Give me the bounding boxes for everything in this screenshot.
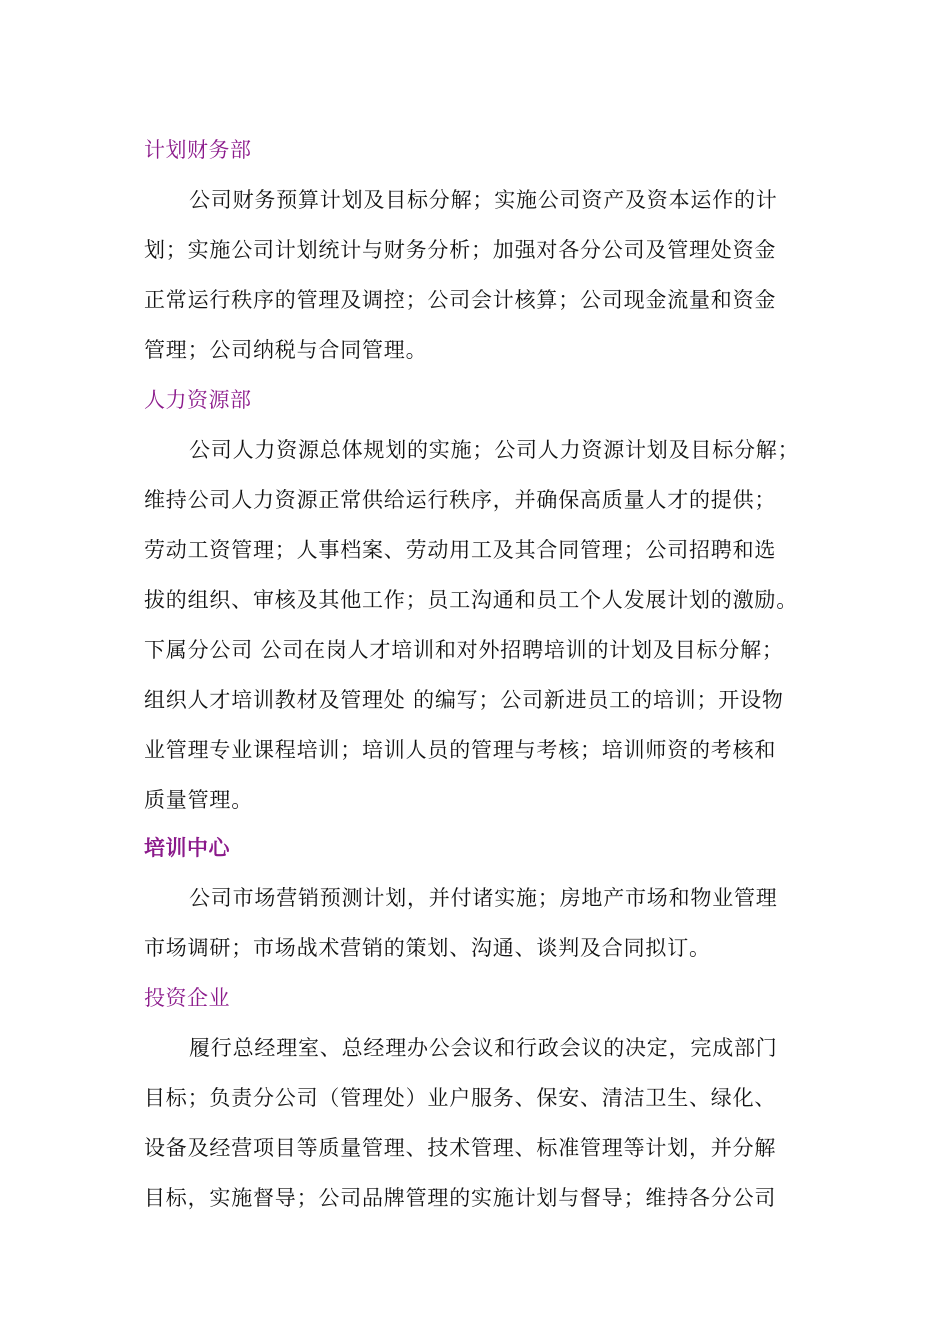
paragraph-line: 业管理专业课程培训；培训人员的管理与考核；培训师资的考核和: [144, 738, 777, 762]
paragraph-line: 目标；负责分公司（管理处）业户服务、保安、清洁卫生、绿化、: [144, 1086, 777, 1110]
paragraph-line: 公司人力资源总体规划的实施；公司人力资源计划及目标分解；: [189, 438, 800, 462]
section-heading-training-center: 培训中心: [144, 835, 230, 860]
paragraph-line: 下属分公司 公司在岗人才培训和对外招聘培训的计划及目标分解；: [144, 638, 784, 662]
section-heading-investment: 投资企业: [144, 986, 230, 1010]
paragraph-line: 质量管理。: [144, 788, 253, 812]
paragraph-line: 履行总经理室、总经理办公会议和行政会议的决定，完成部门: [189, 1036, 778, 1060]
paragraph-line: 正常运行秩序的管理及调控；公司会计核算；公司现金流量和资金: [144, 288, 777, 312]
paragraph-line: 公司财务预算计划及目标分解；实施公司资产及资本运作的计: [189, 188, 778, 212]
paragraph-line: 拔的组织、审核及其他工作；员工沟通和员工个人发展计划的激励。: [144, 588, 798, 612]
paragraph-line: 公司市场营销预测计划，并付诸实施；房地产市场和物业管理: [189, 886, 778, 910]
paragraph-line: 管理；公司纳税与合同管理。: [144, 338, 428, 362]
section-heading-finance: 计划财务部: [144, 138, 252, 162]
paragraph-line: 划；实施公司计划统计与财务分析；加强对各分公司及管理处资金: [144, 238, 777, 262]
paragraph-line: 设备及经营项目等质量管理、技术管理、标准管理等计划，并分解: [144, 1136, 777, 1160]
section-heading-hr: 人力资源部: [144, 388, 252, 412]
paragraph-line: 维持公司人力资源正常供给运行秩序，并确保高质量人才的提供；: [144, 488, 777, 512]
paragraph-line: 劳动工资管理；人事档案、劳动用工及其合同管理；公司招聘和选: [144, 538, 777, 562]
paragraph-line: 目标，实施督导；公司品牌管理的实施计划与督导；维持各分公司: [144, 1186, 777, 1210]
paragraph-line: 市场调研；市场战术营销的策划、沟通、谈判及合同拟订。: [144, 936, 711, 960]
paragraph-line: 组织人才培训教材及管理处 的编写；公司新进员工的培训；开设物: [144, 688, 784, 712]
